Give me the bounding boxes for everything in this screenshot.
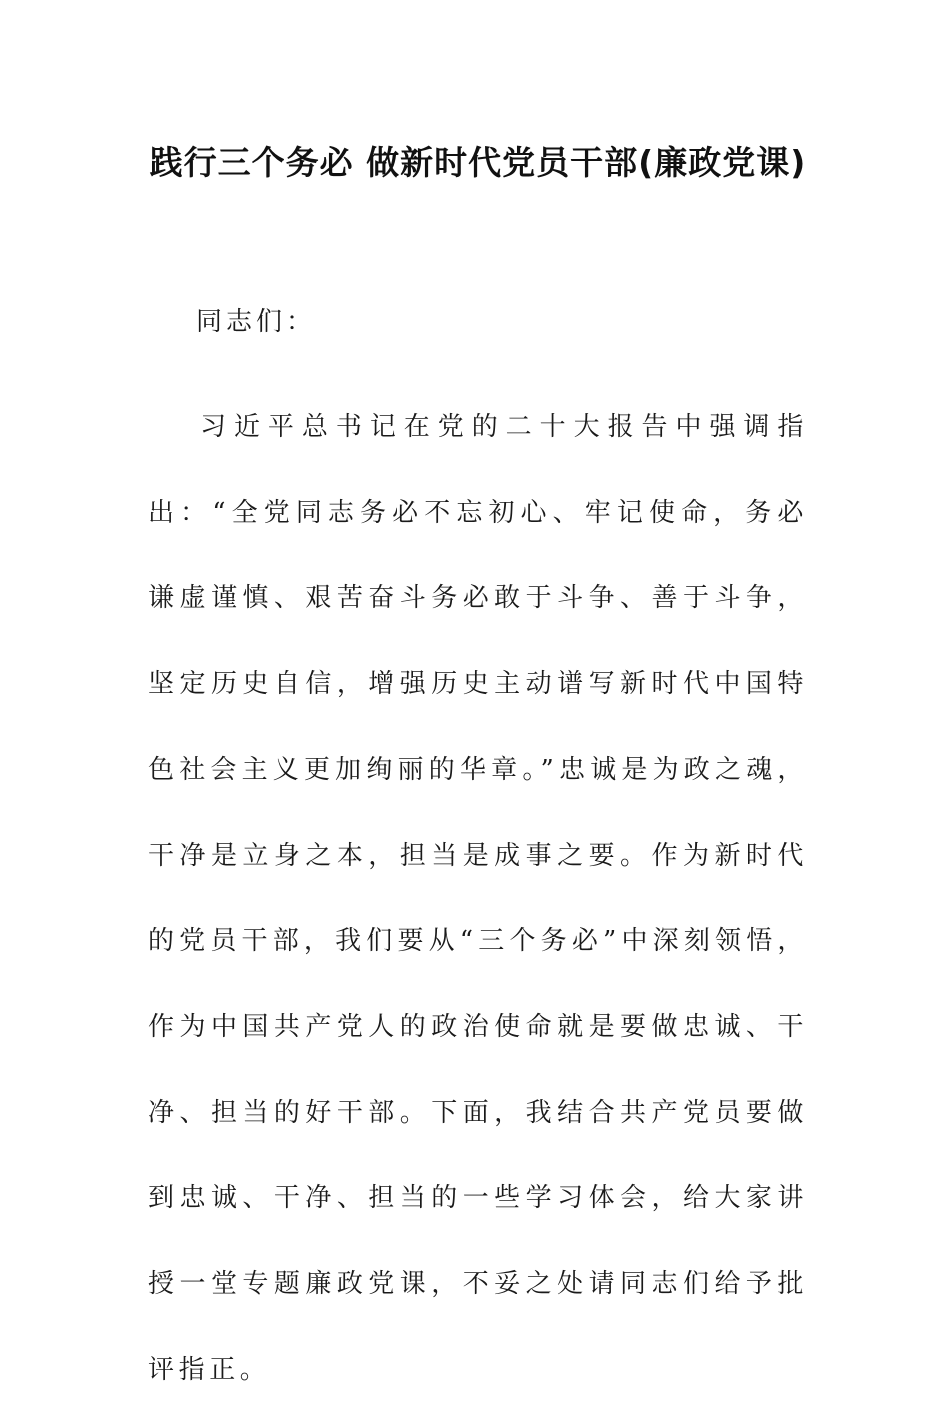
- document-title: 践行三个务必 做新时代党员干部(廉政党课): [149, 143, 807, 182]
- greeting-line: 同志们：: [196, 307, 317, 337]
- body-paragraph: 习近平总书记在党的二十大报告中强调指出：“全党同志务必不忘初心、牢记使命，务必谦虚谨慎、艰苦奋斗务必敢于斗争、善于斗争，坚定历史自信，增强历史主动谱写新时代中国特色社会主义更加绚丽的华章。”忠诚是为政之魂，干净是立身之本，担当是成事之要。作为新时代的党员干部，我们要从“三个务必”中深刻领悟，作为中国共产党人的政治使命就是要做忠诚、干净、担当的好干部。下面，我结合共产党员要做到忠诚、干净、担当的一些学习体会，给大家讲授一堂专题廉政党课，不妥之处请同志们给予批评指正。: [148, 412, 808, 1385]
